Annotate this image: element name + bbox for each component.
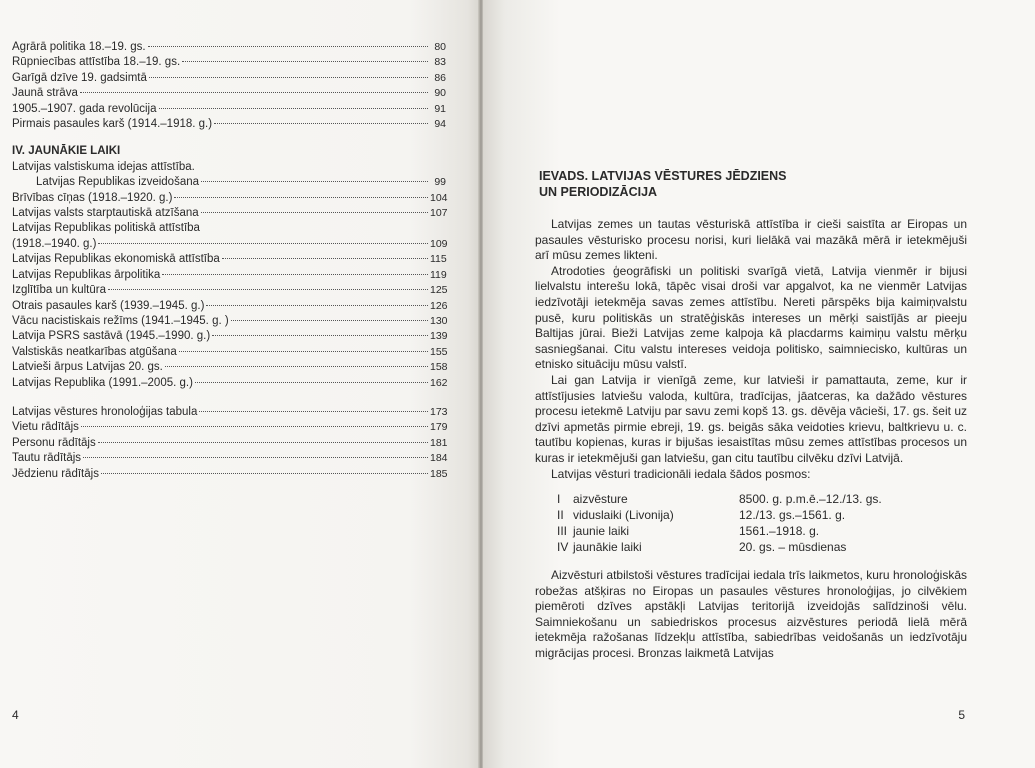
period-row	[557, 523, 967, 539]
toc-entry-title: Latvijas valsts starptautiskā atzīšana	[12, 207, 199, 220]
toc-entry	[12, 206, 446, 221]
chapter-title-line-1: IEVADS. LATVIJAS VĒSTURES JĒDZIENS	[539, 169, 787, 183]
period-row	[557, 491, 967, 507]
toc-leader-dots	[231, 320, 428, 321]
toc-entry	[12, 237, 446, 252]
toc-leader-dots	[80, 92, 428, 93]
toc-entry	[12, 191, 446, 206]
toc-leader-dots	[98, 442, 428, 443]
toc-entry	[12, 436, 446, 451]
toc-entry-title: Personu rādītājs	[12, 436, 96, 449]
toc-entry-page: 91	[434, 102, 446, 115]
toc-entry	[12, 221, 446, 236]
period-dates: 1561.–1918. g.	[739, 524, 820, 539]
period-name: jaunākie laiki	[573, 540, 642, 555]
toc-entry-title: Latvieši ārpus Latvijas 20. gs.	[12, 361, 163, 374]
toc-entry-page: 109	[430, 237, 448, 250]
paragraph-3: Lai gan Latvija ir vienīgā zeme, kur latvieši ir pamattauta, zeme, kur ir attīstījusies latviešu valoda, kultūra, tradīcijas, jāatceras, ka dažādo vēstures procesu ietekmē Latviju par savu zemi kopš 13. gs. dēvēja vācieši, 17. gs. šeit uz dzīvi apmetās pirmie ebreji, 19. gs. beigās sāka veidoties krievu, baltkrievu u. c. tautību kopienas, kuras ir bijušas iesaistītas mūsu zemes attīstības procesos un kuras ir ietekmējuši gan latviešu, gan citu tautību cilvēku dzīvi Latvijā.	[535, 372, 967, 465]
period-name: viduslaiki (Livonija)	[573, 508, 674, 523]
paragraph-2: Atrodoties ģeogrāfiski un politiski svarīgā vietā, Latvija vienmēr ir bijusi lielvalstu interešu lokā, tāpēc visai droši var apgalvot, ka ne vienmēr Latvijas iedzīvotāji ietekmēja savas zemes attīstību. Nereti pārspēks bija kaimiņvalstu pusē, kuru politiskās un stratēģiskās intereses un mērķi saistījās ar pieeju Baltijas jūrai. Bieži Latvijas zeme kalpoja kā placdarms kaimiņu valstu mērķu sasniegšanai. Citu valstu intereses veidoja politisko, saimniecisko, kultūras un etnisko situāciju mūsu valstī.	[535, 263, 967, 372]
toc-entry	[12, 420, 446, 435]
toc-leader-dots	[174, 197, 428, 198]
toc-entry-page: 94	[434, 118, 446, 131]
toc-entry	[12, 175, 446, 190]
toc-leader-dots	[195, 382, 428, 383]
toc-entry-page: 107	[430, 207, 448, 220]
paragraph-4: Latvijas vēsturi tradicionāli iedala šādos posmos:	[551, 466, 811, 481]
toc-entry-title: Rūpniecības attīstība 18.–19. gs.	[12, 56, 181, 69]
toc-entry-title: Latvijas vēstures hronoloģijas tabula	[12, 405, 198, 418]
toc-entry-title: Brīvības cīņas (1918.–1920. g.)	[12, 191, 173, 204]
toc-leader-dots	[212, 335, 428, 336]
toc-entry-page: 139	[430, 330, 448, 343]
period-roman-numeral: IV	[557, 540, 569, 555]
toc-leader-dots	[81, 426, 428, 427]
toc-group-section	[12, 160, 446, 391]
toc-entry	[12, 160, 446, 175]
toc-entry-page: 119	[430, 268, 447, 281]
toc-entry-page: 162	[430, 376, 448, 389]
toc-entry	[12, 40, 446, 55]
toc-entry-page: 83	[434, 56, 446, 69]
toc-entry	[12, 55, 446, 70]
toc-leader-dots	[206, 305, 428, 306]
paragraph-5: Aizvēsturi atbilstoši vēstures tradīcijai iedala trīs laikmetos, kuru hronoloģiskās robežas atšķiras no Eiropas un pasaules vēstures hronoloģijas, jo cilvēkiem piemēroti dzīves apstākļi Latvijas teritorijā izveidojās salīdzinoši vēlu. Saimniekošanu un sabiedriskos procesus aizvēstures periodā lielā mērā ietekmēja ražošanas līdzekļu attīstība, sabiedrības veidošanās un iedzīvotāju migrācijas procesi. Bronzas laikmetā Latvijas	[535, 568, 967, 661]
toc-entry	[12, 102, 446, 117]
toc-entry-page: 125	[430, 284, 448, 297]
toc-entry	[12, 345, 446, 360]
period-dates: 12./13. gs.–1561. g.	[739, 508, 846, 523]
toc-entry-title: Vietu rādītājs	[12, 421, 79, 434]
period-row	[557, 507, 967, 523]
periodization-table	[557, 491, 967, 555]
toc-entry-title: Valstiskās neatkarības atgūšana	[12, 345, 177, 358]
toc-entry-page: 126	[430, 299, 448, 312]
toc-leader-dots	[162, 274, 428, 275]
toc-entry-title: Garīgā dzīve 19. gadsimtā	[12, 71, 147, 84]
toc-entry-page: 173	[430, 405, 448, 418]
toc-leader-dots	[159, 108, 428, 109]
toc-entry-title: Agrārā politika 18.–19. gs.	[12, 41, 146, 53]
toc-entry-page: 104	[430, 191, 448, 204]
toc-leader-dots	[148, 46, 428, 47]
period-dates: 20. gs. – mūsdienas	[739, 540, 847, 555]
page-number-left: 4	[12, 708, 19, 722]
toc-entry-page: 99	[434, 176, 446, 189]
toc-leader-dots	[214, 123, 428, 124]
chapter-title	[539, 168, 967, 200]
toc-gap	[12, 391, 446, 405]
toc-leader-dots	[165, 366, 428, 367]
toc-entry-page: 130	[430, 314, 448, 327]
toc-entry-page: 158	[430, 361, 448, 374]
table-of-contents	[12, 40, 446, 482]
toc-group-top	[12, 40, 446, 132]
toc-leader-dots	[182, 61, 428, 62]
toc-entry-title: Latvijas Republikas politiskā attīstība	[12, 222, 200, 235]
toc-leader-dots	[101, 473, 428, 474]
toc-leader-dots	[222, 258, 428, 259]
toc-entry	[12, 117, 446, 132]
period-roman-numeral: II	[557, 508, 564, 523]
toc-entry	[12, 299, 446, 314]
page-number-right: 5	[958, 708, 965, 722]
period-roman-numeral: I	[557, 492, 561, 507]
chapter-content	[535, 168, 967, 662]
toc-entry-page: 86	[434, 71, 446, 84]
toc-group-indexes	[12, 405, 446, 482]
period-name: aizvēsture	[573, 492, 628, 507]
toc-leader-dots	[201, 212, 428, 213]
toc-entry-title: Otrais pasaules karš (1939.–1945. g.)	[12, 299, 205, 312]
toc-entry	[12, 268, 446, 283]
toc-entry	[12, 467, 446, 482]
toc-entry	[12, 71, 446, 86]
toc-entry-title: Jēdzienu rādītājs	[12, 467, 99, 480]
toc-entry	[12, 86, 446, 101]
toc-entry	[12, 451, 446, 466]
toc-entry-title: (1918.–1940. g.)	[12, 237, 97, 250]
toc-entry	[12, 252, 446, 267]
period-roman-numeral: III	[557, 524, 568, 539]
toc-entry-page: 90	[434, 87, 446, 100]
toc-leader-dots	[201, 181, 428, 182]
toc-entry-page: 115	[430, 253, 447, 266]
toc-entry	[12, 360, 446, 375]
toc-entry	[12, 376, 446, 391]
toc-entry-page: 155	[430, 345, 448, 358]
toc-entry-title: Izglītība un kultūra	[12, 284, 106, 297]
toc-entry-title: Latvijas Republikas ekonomiskā attīstība	[12, 253, 220, 266]
toc-entry-page: 179	[430, 421, 448, 434]
toc-entry-page: 80	[434, 41, 446, 53]
toc-leader-dots	[83, 457, 428, 458]
toc-entry-page: 185	[430, 467, 448, 480]
toc-entry-page: 184	[430, 452, 448, 465]
toc-leader-dots	[98, 243, 428, 244]
toc-entry-title: Pirmais pasaules karš (1914.–1918. g.)	[12, 118, 213, 131]
toc-leader-dots	[108, 289, 428, 290]
period-dates: 8500. g. p.m.ē.–12./13. gs.	[739, 492, 882, 507]
toc-leader-dots	[179, 351, 428, 352]
toc-entry-title: Latvijas Republikas izveidošana	[36, 176, 200, 189]
toc-entry-title: Vācu nacistiskais režīms (1941.–1945. g. )	[12, 314, 229, 327]
toc-entry	[12, 283, 446, 298]
left-page	[0, 0, 482, 768]
toc-entry	[12, 329, 446, 344]
toc-leader-dots	[199, 411, 428, 412]
paragraph-1: Latvijas zemes un tautas vēsturiskā attīstība ir cieši saistīta ar Eiropas un pasaules vēsturisko procesu norisi, kuri lielākā vai mazākā mērā ir ietekmējuši arī mūsu zemes likteni.	[535, 217, 967, 263]
toc-entry-title: Latvijas Republika (1991.–2005. g.)	[12, 376, 193, 389]
toc-entry	[12, 314, 446, 329]
right-page	[483, 0, 1035, 768]
period-name: jaunie laiki	[573, 524, 630, 539]
chapter-title-line-2: UN PERIODIZĀCIJA	[539, 185, 658, 199]
toc-entry-title: Tautu rādītājs	[12, 452, 82, 465]
toc-entry-title: Latvijas Republikas ārpolitika	[12, 268, 161, 281]
toc-section-heading: IV. JAUNĀKIE LAIKI	[12, 145, 121, 158]
period-row	[557, 539, 967, 555]
toc-entry-title: Latvijas valstiskuma idejas attīstība.	[12, 160, 195, 173]
toc-leader-dots	[149, 77, 428, 78]
toc-entry	[12, 405, 446, 420]
toc-entry-page: 181	[430, 436, 448, 449]
toc-entry-title: Latvija PSRS sastāvā (1945.–1990. g.)	[12, 330, 211, 343]
toc-entry-title: Jaunā strāva	[12, 87, 78, 100]
toc-entry-title: 1905.–1907. gada revolūcija	[12, 102, 157, 115]
